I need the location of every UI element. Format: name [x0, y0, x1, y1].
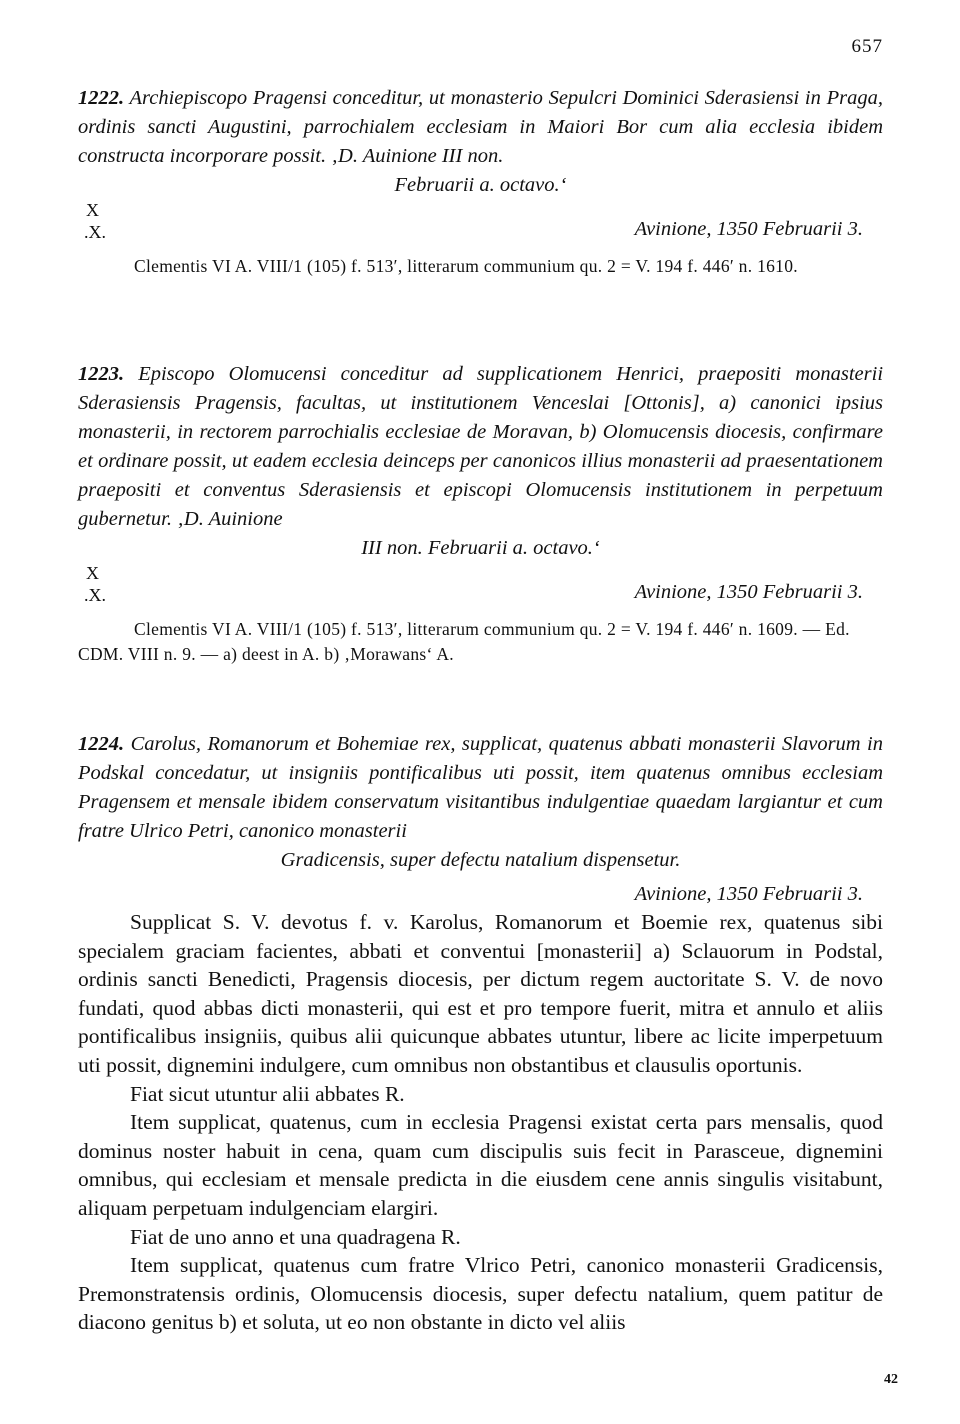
regest-text: Episcopo Olomucensi conceditur ad supplicationem Henrici, praepositi monasterii Sderasiensis Pragensis, facultas, ut institutionem Venceslai [Ottonis], a) canonici ipsius monasterii, in rectorem parrochialis ecclesiae de Moravan, b) Olomucensis diocesis, confirmare et ordinare possit, ut eadem ecclesia deinceps per canonicos illius monasterii ad praesentationem praepositi et conventus Sderasiensis et episcopi Olomucensis institutionem in perpetuum gubernetur. ‚D. Auinione — [78, 363, 884, 530]
paragraph: Fiat sicut utuntur alii abbates R. — [130, 1081, 405, 1106]
mark-x-dotted: .X. — [84, 585, 106, 605]
mark-row — [78, 200, 883, 250]
supplication-text — [78, 908, 883, 1337]
page-number: 657 — [851, 36, 883, 57]
place-date: Avinione, 1350 Februarii 3. — [634, 218, 863, 240]
paragraph: Fiat de uno anno et una quadragena R. — [130, 1224, 461, 1249]
place-date: Avinione, 1350 Februarii 3. — [634, 883, 863, 905]
entry-1224 — [78, 730, 883, 906]
regest-date-line: III non. Februarii a. octavo.‘ — [361, 537, 600, 559]
paragraph: Item supplicat, quatenus, cum in ecclesia Pragensi existat certa pars mensalis, quod dominus noster habuit in cena, quam cum discipulis suis fecit in Parasceue, dignemini omnibus, qui ecclesiam et mensale predicta in die eiusdem cene annis singulis visitabunt, aliquam perpetuam indulgenciam elargiri. — [78, 1110, 883, 1220]
source-note: Clementis VI A. VIII/1 (105) f. 513′, litterarum communium qu. 2 = V. 194 f. 446′ n. 1610. — [134, 256, 798, 276]
regest-text: Archiepiscopo Pragensi conceditur, ut monasterio Sepulcri Dominici Sderasiensi in Praga, ordinis sancti Augustini, parrochialem ecclesiam in Maiori Bor cum alia ecclesia ibidem constructa incorporare possit. ‚D. Auinione III non. — [78, 87, 883, 167]
paragraph: Item supplicat, quatenus cum fratre Vlrico Petri, canonico monasterii Gradicensis, Premonstratensis ordinis, Olomucensis diocesis, super defectu natalium, quem patitur de diacono genitus b) et soluta, ut eo non obstante in dicto vel aliis — [78, 1253, 883, 1335]
regest-text: Carolus, Romanorum et Bohemiae rex, supplicat, quatenus abbati monasterii Slavorum in Podskal concedatur, ut insigniis pontificalibus uti possit, item quatenus omnibus ecclesiam Pragensem et mensale ibidem conservatum visitantibus indulgentiae quaedam largiantur et cum fratre Ulrico Petri, canonico monasterii — [78, 733, 884, 842]
paragraph: Supplicat S. V. devotus f. v. Karolus, Romanorum et Boemie rex, quatenus sibi specialem graciam facientes, abbati et conventui [monasterii] a) Sclauorum in Podstal, ordinis sancti Benedicti, Pragensis diocesis, per dictum regem auctoritate S. V. de novo fundati, quod abbas dicti monasterii, qui est et pro tempore fuerit, mitra et annulo et aliis pontificalibus insigniis, quibus alii quicunque abbates utuntur, libere ac licite imperpetuum uti possit, dignemini indulgere, cum omnibus non obstantibus et clausulis oportunis. — [78, 910, 883, 1077]
document-page — [78, 0, 883, 1424]
mark-x-dotted: .X. — [84, 222, 106, 242]
sheet-number: 42 — [884, 1372, 898, 1387]
entry-number: 1222. — [78, 87, 125, 109]
mark-x: X — [86, 563, 99, 583]
entry-1223 — [78, 360, 883, 667]
mark-row — [78, 563, 883, 613]
regest-date-line: Februarii a. octavo.‘ — [394, 174, 567, 196]
regest-1222 — [78, 84, 883, 171]
entry-1222 — [78, 84, 883, 279]
regest-1224 — [78, 730, 883, 846]
regest-date-line: Gradicensis, super defectu natalium dispensetur. — [280, 849, 681, 871]
mark-x: X — [86, 200, 99, 220]
source-note: Clementis VI A. VIII/1 (105) f. 513′, litterarum communium qu. 2 = V. 194 f. 446′ n. 1609. — Ed. CDM. VIII n. 9. — a) deest in A. b) ‚Morawans‘ A. — [78, 619, 850, 664]
entry-number: 1223. — [78, 363, 125, 385]
regest-1223 — [78, 360, 883, 534]
place-date: Avinione, 1350 Februarii 3. — [634, 581, 863, 603]
entry-number: 1224. — [78, 733, 125, 755]
